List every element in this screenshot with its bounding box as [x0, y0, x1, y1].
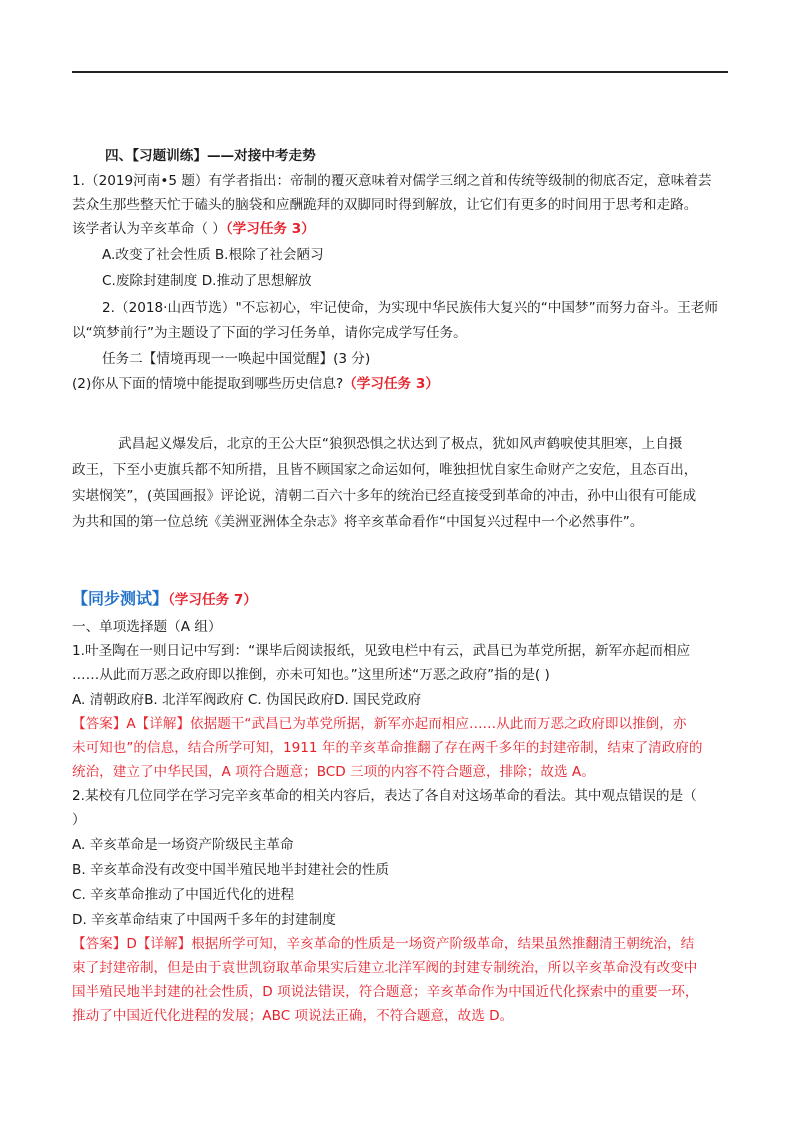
sq2-answer-line: 推动了中国近代化进程的发展；ABC 项说法正确，不符合题意，故选 D。: [72, 1008, 514, 1024]
section-heading: 四、【习题训练】——对接中考走势: [105, 148, 316, 164]
q2-sub-question: [72, 375, 439, 393]
sq2-option: D. 辛亥革命结束了中国两千多年的封建制度: [72, 912, 336, 928]
passage-line: 实堪悯笑”，(英国画报》评论说，清朝二百六十多年的统治已经直接受到革命的冲击，孙中山很有可能成: [72, 488, 697, 504]
sq1-line-2: ……从此而万恶之政府即以推倒，亦未可知也。”这里所述“万恶之政府”指的是( ): [72, 667, 550, 683]
q1-options-row-1: A.改变了社会性质 B.根除了社会陋习: [102, 247, 324, 263]
sq2-option: B. 辛亥革命没有改变中国半殖民地半封建社会的性质: [72, 862, 390, 878]
sq1-line-1: 1.叶圣陶在一则日记中写到：“课毕后阅读报纸，见致电栏中有云，武昌已为革党所据，新军亦起而相应: [72, 643, 691, 659]
sq2-answer-line: 束了封建帝制，但是由于袁世凯窃取革命果实后建立北洋军阀的封建专制统治，所以辛亥革命没有改变中: [72, 960, 698, 976]
q2-task-line: 任务二【情境再现一一唤起中国觉醒】(3 分): [102, 351, 371, 367]
sq2-answer-line: 国半殖民地半封建的社会性质，D 项说法错误，符合题意；辛亥革命作为中国近代化探索中的重要一环，: [72, 984, 699, 1000]
sq1-answer-line: 未可知也”的信息，结合所学可知，1911 年的辛亥革命推翻了存在两千多年的封建帝制，结束了清政府的: [72, 740, 703, 756]
q1-task-tag: （学习任务 3）: [225, 221, 315, 237]
sync-task-tag: （学习任务 7）: [168, 592, 257, 608]
q1-options-row-2: C.废除封建制度 D.推动了思想解放: [102, 273, 312, 289]
sync-test-title: 【同步测试】: [72, 589, 169, 608]
q1-stem: 该学者认为辛亥革命（ ）: [72, 221, 226, 237]
passage-line: 政王，下至小吏旗兵都不知所措，且皆不顾国家之命运如何，唯独担忧自家生命财产之安危，且态百出，: [72, 462, 698, 478]
q1-line-2: 芸众生那些整天忙于磕头的脑袋和应酬跪拜的双脚同时得到解放，让它们有更多的时间用于思考和走路。: [72, 197, 698, 213]
q1-line-3: [72, 220, 315, 238]
sq1-answer-line: 【答案】A【详解】依据题干“武昌已为革党所据，新军亦起而相应……从此而万恶之政府即以推倒，亦: [72, 716, 687, 732]
sq2-line-2: ）: [72, 812, 86, 828]
sq1-answer-line: 统治，建立了中华民国，A 项符合题意；BCD 三项的内容不符合题意，排除；故选 A。: [72, 764, 595, 780]
passage-line: 为共和国的第一位总统《美洲亚洲体全杂志》将辛亥革命看作“中国复兴过程中一个必然事件”。: [72, 514, 644, 530]
q1-line-1: 1.（2019河南•5 题）有学者指出：帝制的覆灭意味着对儒学三纲之首和传统等级制的彻底否定，意味着芸: [72, 173, 712, 189]
q2-task-tag: （学习任务 3）: [343, 376, 439, 392]
sq2-line-1: 2.某校有几位同学在学习完辛亥革命的相关内容后，表达了各自对这场革命的看法。其中观点错误的是（: [72, 788, 697, 804]
q2-line-2: 以“筑梦前行”为主题设了下面的学习任务单，请你完成学写任务。: [72, 325, 467, 341]
sq1-options: A. 清朝政府B. 北洋军阀政府 C. 伪国民政府D. 国民党政府: [72, 692, 422, 708]
sq2-option: A. 辛亥革命是一场资产阶级民主革命: [72, 837, 294, 853]
section-label: 一、单项选择题（A 组）: [72, 619, 222, 635]
sq2-option: C. 辛亥革命推动了中国近代化的进程: [72, 887, 295, 903]
q2-sub-text: (2)你从下面的情境中能提取到哪些历史信息?: [72, 376, 344, 392]
passage-line: 武昌起义爆发后，北京的王公大臣“狼狈恐惧之状达到了极点，犹如风声鹤唳使其胆寒，上自摄: [118, 436, 683, 452]
sync-test-header: [72, 590, 257, 609]
header-rule: [72, 71, 728, 73]
sq2-answer-line: 【答案】D【详解】根据所学可知，辛亥革命的性质是一场资产阶级革命，结果虽然推翻清王朝统治，结: [72, 936, 695, 952]
q2-line-1: 2.（2018·山西节选）"不忘初心，牢记使命，为实现中华民族伟大复兴的“中国梦”而努力奋斗。王老师: [102, 300, 718, 316]
